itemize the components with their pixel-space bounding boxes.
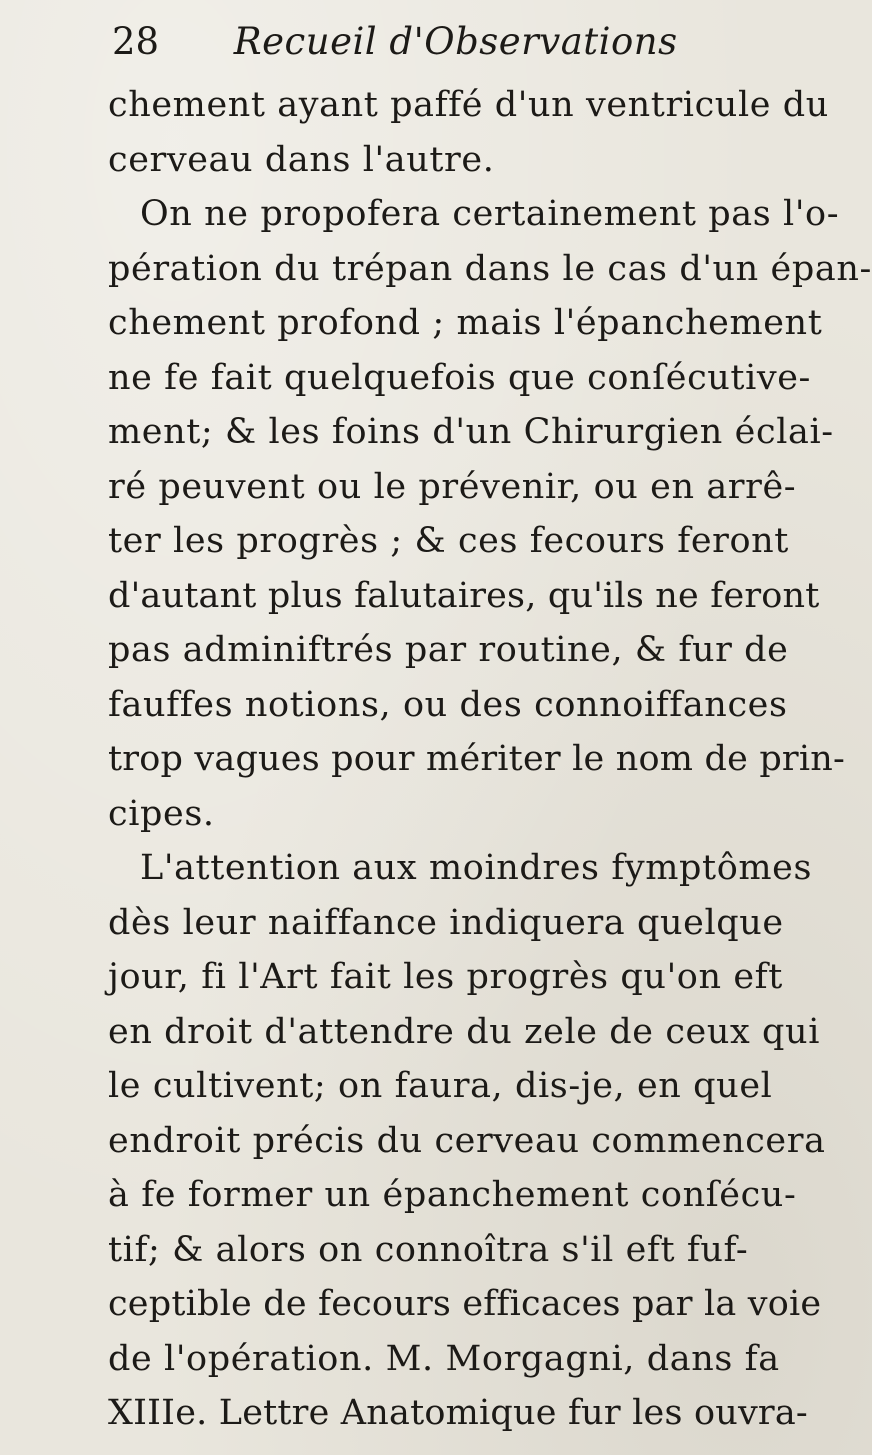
page-number: 28 [112, 20, 160, 63]
text-line: chement profond ; mais l'épanchement [108, 303, 823, 343]
paragraph-start-line: On ne propofera certainement pas l'o- [140, 194, 840, 234]
running-head [112, 12, 712, 72]
running-title: Recueil d'Observations [233, 20, 678, 63]
text-line: trop vagues pour mériter le nom de prin- [108, 739, 846, 779]
text-line: chement ayant paffé d'un ventricule du [108, 85, 829, 125]
text-line: cerveau dans l'autre. [108, 139, 495, 180]
text-line: endroit précis du cerveau commencera [108, 1120, 826, 1161]
text-line: en droit d'attendre du zele de ceux qui [108, 1011, 820, 1052]
paragraph-start-line: L'attention aux moindres fymptômes [140, 848, 813, 888]
text-line: le cultivent; on faura, dis-je, en quel [108, 1066, 773, 1106]
text-line: ment; & les foins d'un Chirurgien éclai- [108, 412, 834, 452]
text-line: fauffes notions, ou des connoiffances [108, 684, 788, 725]
text-line: ter les progrès ; & ces fecours feront [108, 521, 789, 561]
text-line: dès leur naiffance indiquera quelque [108, 902, 784, 943]
text-line: tif; & alors on connoîtra s'il eft fuf- [108, 1229, 749, 1270]
text-line: jour, fi l'Art fait les progrès qu'on eft [108, 957, 783, 997]
text-line: à fe former un épanchement conſécu- [108, 1175, 797, 1215]
text-line: ne fe fait quelquefois que conſécutive- [108, 357, 811, 398]
text-line: pération du trépan dans le cas d'un épan- [108, 248, 872, 289]
text-line: pas adminiftrés par routine, & fur de [108, 630, 789, 670]
text-line: de l'opération. M. Morgagni, dans fa [108, 1338, 780, 1379]
text-line: d'autant plus falutaires, qu'ils ne feront [108, 575, 820, 616]
text-line: ceptible de fecours efficaces par la voie [108, 1284, 822, 1324]
text-line: ré peuvent ou le prévenir, ou en arrê- [108, 466, 797, 507]
text-line: cipes. [108, 793, 215, 834]
body-text [108, 78, 872, 1441]
text-line: XIIIe. Lettre Anatomique fur les ouvra- [108, 1393, 808, 1433]
